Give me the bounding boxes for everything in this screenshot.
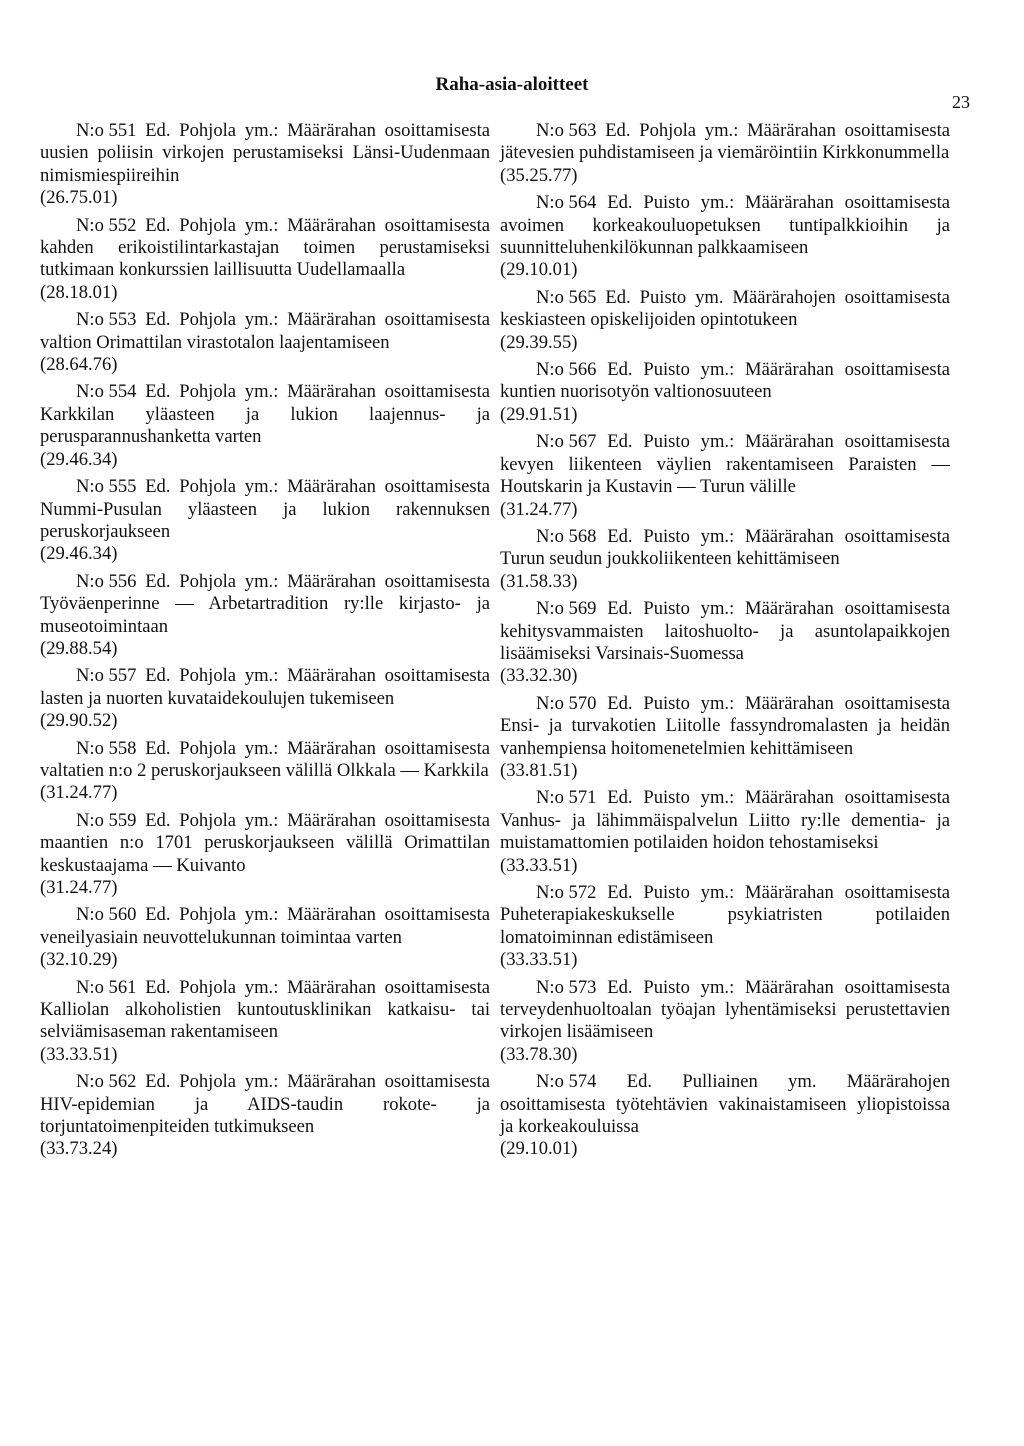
entry-text: Ed. Pohjola ym.: Määrärahan osoittamisesta HIV-epidemian ja AIDS-taudin rokote- ja torjuntatoimenpiteiden tutkimukseen (40, 1071, 490, 1138)
entry-text: Ed. Pohjola ym.: Määrärahan osoittamisesta Karkkilan yläasteen ja lukion laajennus- ja perusparannushanketta varten (40, 381, 490, 448)
entry-code: (33.78.30) (500, 1043, 578, 1065)
entry-code: (29.10.01) (500, 1138, 578, 1160)
entry-text: Ed. Pohjola ym.: Määrärahan osoittamisesta Kalliolan alkoholistien kuntoutusklinikan katkaisu- tai selviämisaseman rakentamiseen (40, 976, 490, 1043)
entry-text: Ed. Puisto ym.: Määrärahan osoittamisesta kehitysvammaisten laitoshuolto- ja asuntolapaikkojen lisäämiseksi Varsinais-Suomessa (500, 598, 950, 664)
list-item (500, 882, 950, 972)
entry-code: (33.33.51) (500, 949, 578, 971)
list-item (500, 359, 950, 426)
entry-number: N:o 562 (76, 1071, 137, 1093)
entry-text: Ed. Puisto ym. Määrärahojen osoittamisesta keskiasteen opiskelijoiden opintotukeen (500, 286, 950, 331)
list-item (500, 526, 950, 593)
right-column (500, 120, 950, 1166)
entry-number: N:o 560 (76, 904, 137, 926)
entry-number: N:o 561 (76, 976, 137, 998)
entry-text: Ed. Puisto ym.: Määrärahan osoittamisesta Turun seudun joukkoliikenteen kehittämiseen (500, 525, 950, 570)
entry-code: (29.39.55) (500, 331, 578, 353)
entry-number: N:o 556 (76, 570, 137, 592)
list-item (40, 476, 490, 566)
entry-text: Ed. Pohjola ym.: Määrärahan osoittamisesta Työväenperinne — Arbetartradition ry:lle kirjasto- ja museotoimintaan (40, 570, 490, 637)
entry-number: N:o 567 (536, 431, 597, 453)
entry-text: Ed. Puisto ym.: Määrärahan osoittamisesta Vanhus- ja lähimmäispalvelun Liitto ry:lle dementia- ja muistamattomien potilaiden hoidon tehostamiseksi (500, 787, 950, 854)
entry-code: (29.10.01) (500, 259, 578, 281)
list-item (40, 977, 490, 1067)
entry-number: N:o 569 (536, 598, 597, 620)
list-item (40, 571, 490, 661)
entry-text: Ed. Puisto ym.: Määrärahan osoittamisesta kevyen liikenteen väylien rakentamiseen Paraisten — Houtskarin ja Kustavin — Turun välille (500, 431, 950, 498)
list-item (40, 381, 490, 471)
entry-text: Ed. Pohjola ym.: Määrärahan osoittamisesta maantien n:o 1701 peruskorjaukseen välillä Orimattilan keskustaajama — Kuivanto (40, 809, 490, 876)
list-item (40, 665, 490, 732)
entry-text: Ed. Puisto ym.: Määrärahan osoittamisesta kuntien nuorisotyön valtionosuuteen (500, 359, 950, 403)
entry-number: N:o 555 (76, 476, 137, 498)
entry-text: Ed. Pohjola ym.: Määrärahan osoittamisesta veneilyasiain neuvottelukunnan toimintaa varten (40, 904, 490, 948)
entry-number: N:o 557 (76, 665, 137, 687)
entry-code: (29.90.52) (40, 710, 118, 732)
entry-code: (28.64.76) (40, 354, 118, 376)
entry-code: (31.58.33) (500, 570, 578, 592)
entry-code: (29.91.51) (500, 403, 578, 425)
entry-number: N:o 558 (76, 737, 137, 759)
page-title: Raha-asia-aloitteet (435, 74, 589, 95)
entry-text: Ed. Pulliainen ym. Määrärahojen osoittamisesta työtehtävien vakinaistamiseen yliopistoissa ja korkeakouluissa (500, 1071, 951, 1138)
entry-number: N:o 551 (76, 120, 137, 141)
entry-code: (33.81.51) (500, 759, 578, 781)
list-item (500, 598, 950, 688)
entry-number: N:o 573 (536, 976, 597, 998)
entry-number: N:o 552 (76, 214, 137, 236)
entry-number: N:o 564 (536, 192, 597, 214)
entry-number: N:o 553 (76, 309, 137, 331)
entry-code: (31.24.77) (40, 782, 118, 804)
entry-text: Ed. Pohjola ym.: Määrärahan osoittamisesta jätevesien puhdistamiseen ja viemäröintiin Kirkkonummella (500, 120, 950, 164)
entry-number: N:o 568 (536, 525, 597, 547)
entry-code: (32.10.29) (40, 949, 118, 971)
list-item (40, 904, 490, 971)
list-item (40, 120, 490, 210)
entry-code: (33.73.24) (40, 1138, 118, 1160)
list-item (40, 309, 490, 376)
entry-text: Ed. Pohjola ym.: Määrärahan osoittamisesta lasten ja nuorten kuvataidekoulujen tukemiseen (40, 665, 490, 709)
page-number: 23 (952, 92, 970, 112)
entry-code: (31.24.77) (500, 498, 578, 520)
entry-number: N:o 571 (536, 787, 597, 809)
list-item (500, 431, 950, 521)
entry-code: (35.25.77) (500, 164, 578, 186)
list-item (500, 192, 950, 282)
list-item (500, 287, 950, 354)
entry-text: Ed. Puisto ym.: Määrärahan osoittamisesta terveydenhuoltoalan työajan lyhentämiseksi perustettavien virkojen lisäämiseen (500, 976, 950, 1043)
list-item (500, 120, 950, 187)
entry-number: N:o 566 (536, 359, 597, 381)
entry-code: (29.46.34) (40, 448, 118, 470)
entry-number: N:o 570 (536, 692, 597, 714)
entry-number: N:o 554 (76, 381, 137, 403)
list-item (500, 787, 950, 877)
list-item (40, 810, 490, 900)
entry-number: N:o 559 (76, 809, 137, 831)
entry-code: (28.18.01) (40, 281, 118, 303)
list-item (500, 977, 950, 1067)
entry-code: (26.75.01) (40, 187, 118, 209)
entry-code: (31.24.77) (40, 877, 118, 898)
entry-code: (33.32.30) (500, 665, 578, 687)
entry-number: N:o 563 (536, 120, 597, 141)
entry-text: Ed. Pohjola ym.: Määrärahan osoittamisesta uusien poliisin virkojen perustamiseksi Länsi-Uudenmaan nimismiespiireihin (40, 120, 490, 186)
entry-code: (29.88.54) (40, 637, 118, 659)
entry-text: Ed. Pohjola ym.: Määrärahan osoittamisesta kahden erikoistilintarkastajan toimen perustamiseksi tutkimaan konkurssien laillisuutta Uudellamaalla (40, 214, 490, 281)
list-item (40, 738, 490, 805)
list-item (500, 1071, 950, 1161)
entry-text: Ed. Pohjola ym.: Määrärahan osoittamisesta valtatien n:o 2 peruskorjaukseen välillä Olkkala — Karkkila (40, 737, 490, 781)
entry-number: N:o 572 (536, 882, 597, 903)
entry-text: Ed. Pohjola ym.: Määrärahan osoittamisesta valtion Orimattilan virastotalon laajentamiseen (40, 309, 490, 353)
entry-text: Ed. Puisto ym.: Määrärahan osoittamisesta avoimen korkeakouluopetuksen tuntipalkkioihin ja suunnitteluhenkilökunnan palkkaamiseen (500, 192, 950, 259)
entry-code: (29.46.34) (40, 543, 118, 565)
list-item (40, 215, 490, 305)
entry-code: (33.33.51) (40, 1043, 118, 1065)
entry-text: Ed. Puisto ym.: Määrärahan osoittamisesta Puheterapiakeskukselle psykiatristen potilaiden lomatoiminnan edistämiseen (500, 882, 950, 948)
entry-number: N:o 574 (536, 1071, 597, 1093)
list-item (500, 693, 950, 783)
list-item (40, 1071, 490, 1161)
entry-number: N:o 565 (536, 286, 597, 308)
entry-code: (33.33.51) (500, 854, 578, 876)
entry-text: Ed. Puisto ym.: Määrärahan osoittamisesta Ensi- ja turvakotien Liitolle fassyndromalasten ja heidän vanhempiensa hoitomenetelmien kehittämiseen (500, 692, 950, 759)
entry-text: Ed. Pohjola ym.: Määrärahan osoittamisesta Nummi-Pusulan yläasteen ja lukion rakennuksen peruskorjaukseen (40, 476, 490, 542)
left-column (40, 120, 490, 1166)
